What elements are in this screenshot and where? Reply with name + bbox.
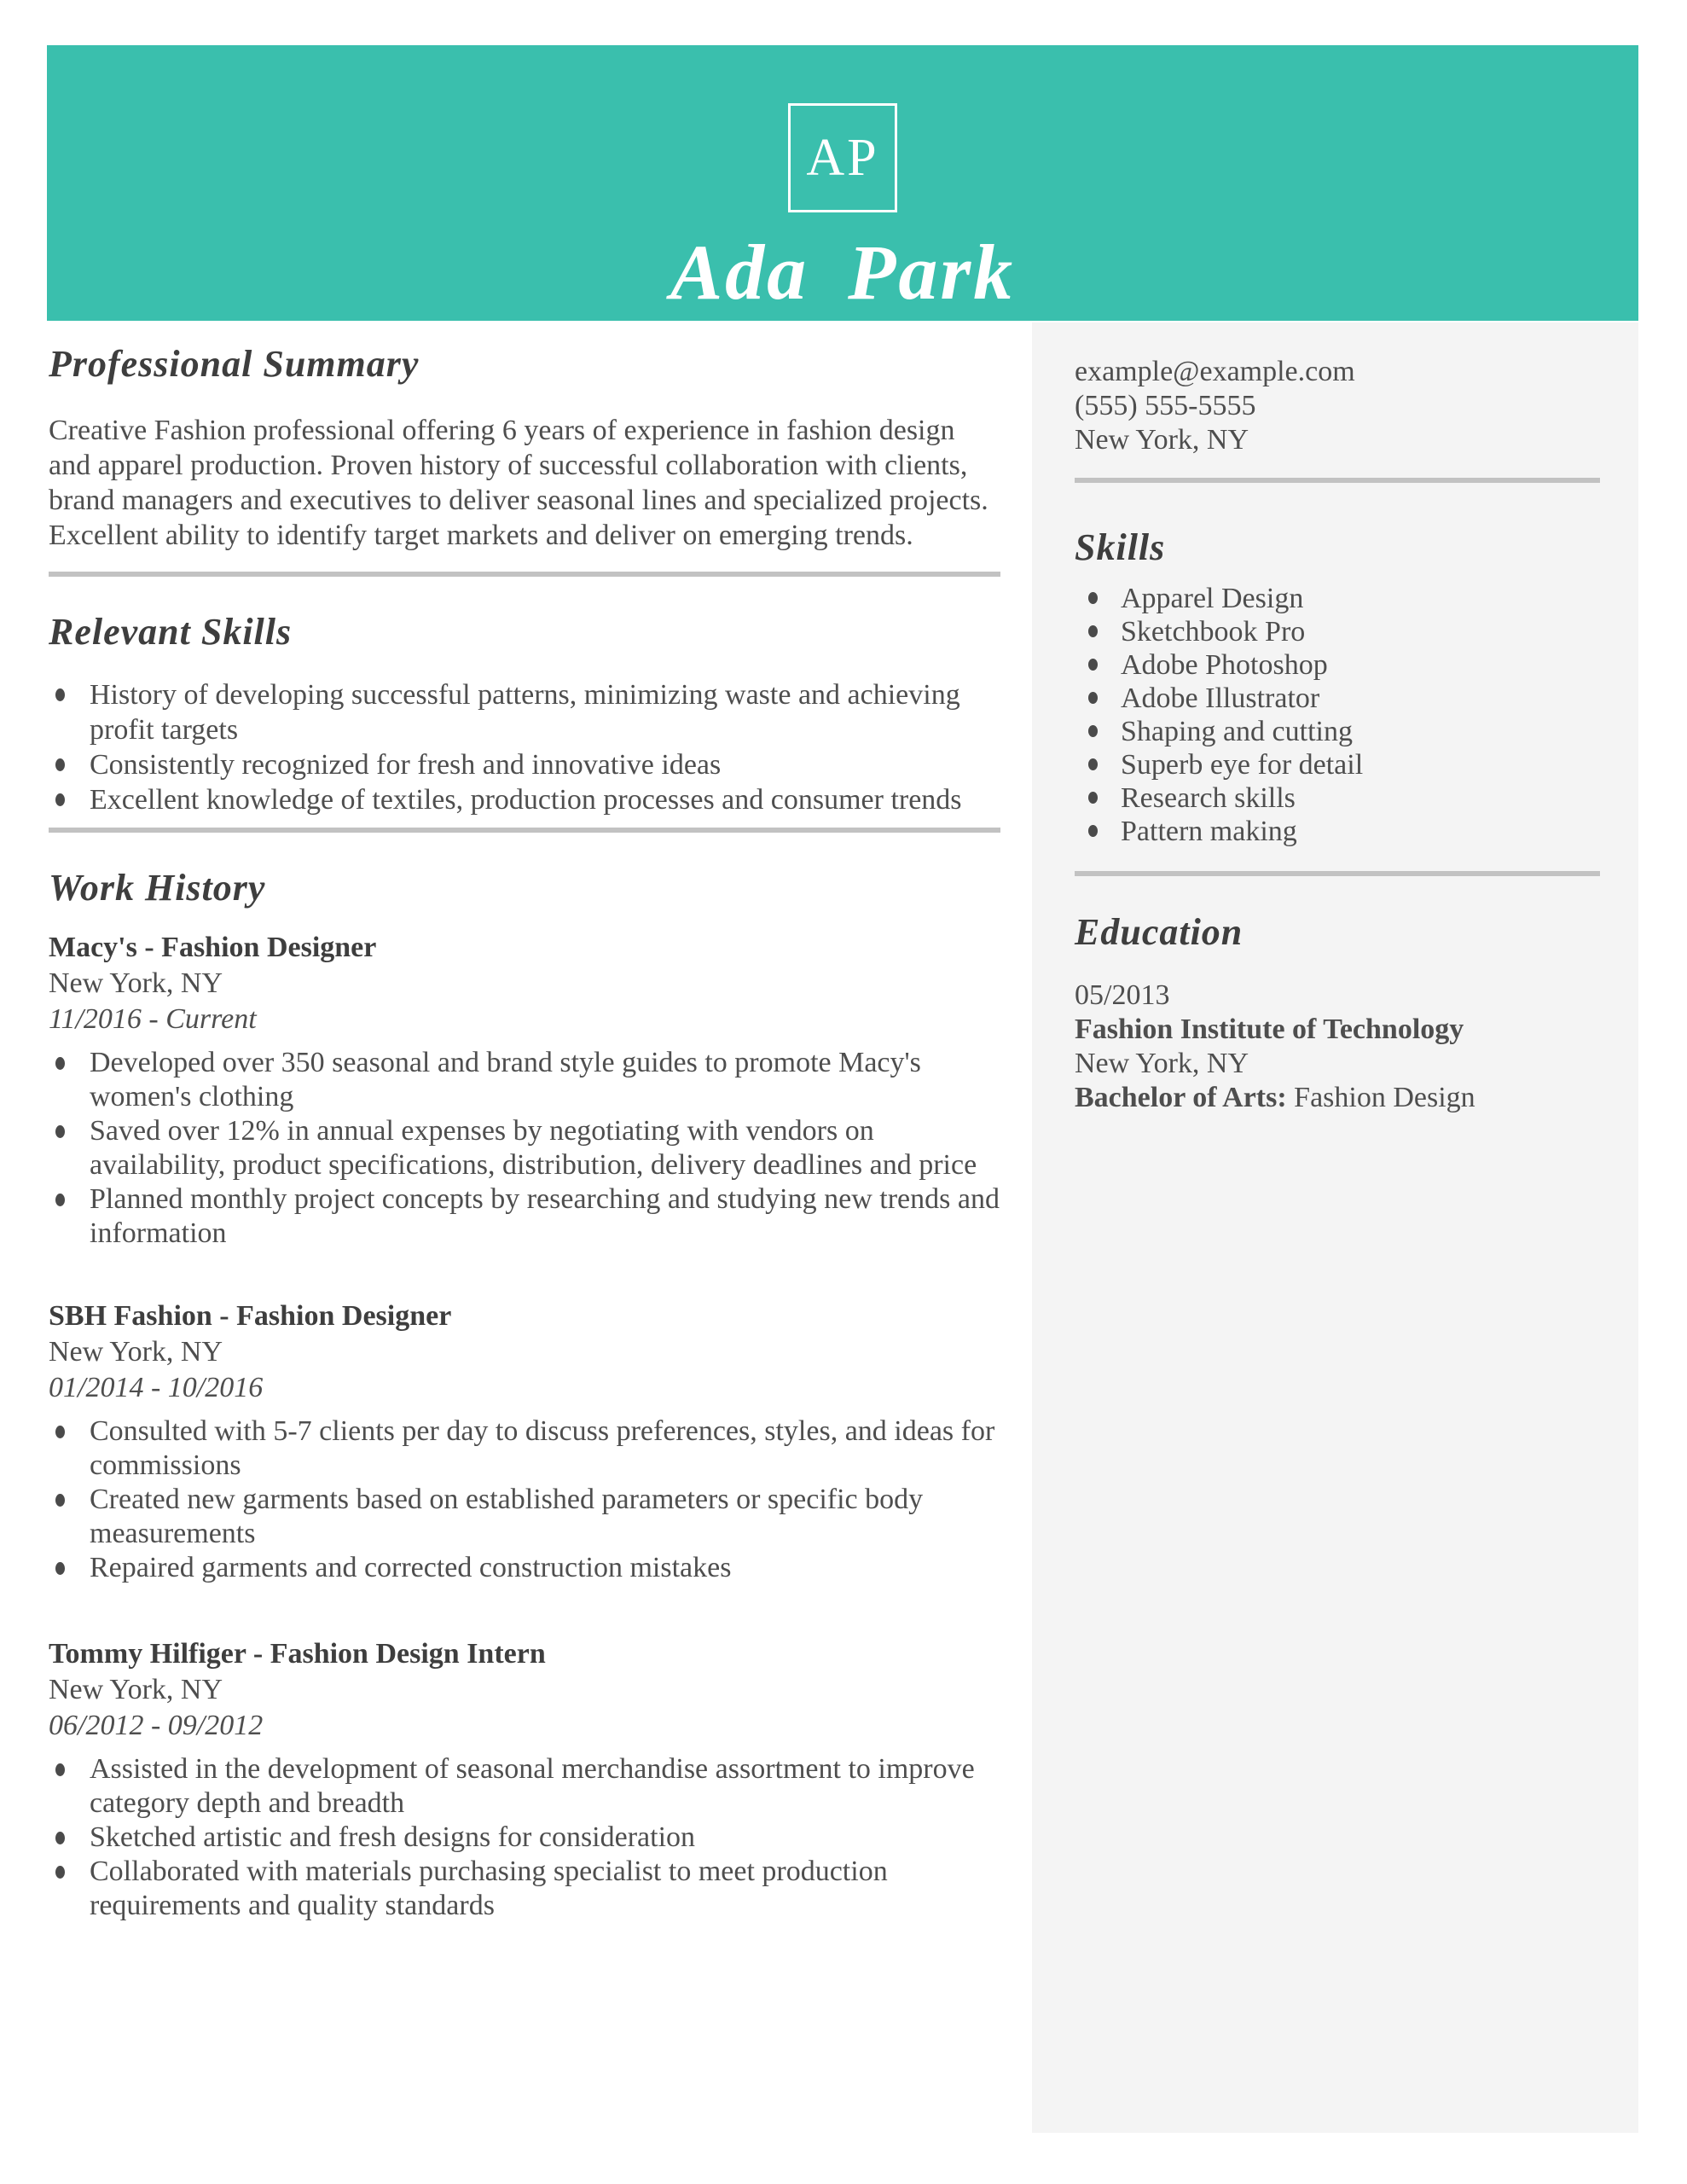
list-item: Superb eye for detail [1085,748,1600,781]
job-bullets [49,1414,1000,1585]
sidebar-divider [1075,478,1600,483]
summary-section [49,343,1000,553]
header-banner [47,45,1638,321]
list-item: History of developing successful patterns, minimizing waste and achieving profit targets [49,677,1000,747]
list-item: Assisted in the development of seasonal merchandise assortment to improve category depth and breadth [49,1752,1000,1821]
sidebar [1032,322,1638,2133]
job-location: New York, NY [49,967,223,999]
job-location: New York, NY [49,1674,223,1705]
education-date: 05/2013 [1075,979,1170,1011]
education-entry [1075,979,1600,1115]
list-item: Research skills [1085,781,1600,815]
contact-location: New York, NY [1075,424,1249,456]
list-item: Planned monthly project concepts by researching and studying new trends and information [49,1182,1000,1251]
list-item: Adobe Illustrator [1085,682,1600,715]
relevant-skills-heading: Relevant Skills [49,611,293,653]
relevant-skills-section [49,611,1000,817]
list-item: Sketchbook Pro [1085,615,1600,648]
list-item: Repaired garments and corrected construction mistakes [49,1551,1000,1585]
job-dates: 11/2016 - Current [49,1003,257,1035]
list-item: Collaborated with materials purchasing specialist to meet production requirements and quality standards [49,1855,1000,1923]
job-dates: 01/2014 - 10/2016 [49,1372,264,1403]
education-school: Fashion Institute of Technology [1075,1014,1464,1045]
section-divider [49,828,1000,833]
degree-field: Fashion Design [1286,1082,1475,1113]
skills-list [1075,582,1600,848]
sidebar-divider [1075,871,1600,876]
work-history-section [49,867,1000,1923]
job-location: New York, NY [49,1336,223,1368]
job-title: SBH Fashion - Fashion Designer [49,1300,452,1332]
skills-heading: Skills [1075,526,1166,568]
monogram-box [788,103,897,212]
list-item: Adobe Photoshop [1085,648,1600,682]
list-item: Pattern making [1085,815,1600,848]
monogram-initials: AP [806,129,879,187]
contact-phone: (555) 555-5555 [1075,390,1256,421]
job-bullets [49,1046,1000,1251]
list-item: Sketched artistic and fresh designs for consideration [49,1821,1000,1855]
summary-text: Creative Fashion professional offering 6 years of experience in fashion design and apparel production. Proven history of successful collaboration with clients, brand managers and executives to deliver seasonal lines and specialized projects. Excellent ability to identify target markets and deliver on emerging trends. [49,415,988,551]
summary-heading: Professional Summary [49,343,420,385]
job-entry [49,1298,1000,1585]
job-bullets [49,1752,1000,1923]
list-item: Saved over 12% in annual expenses by negotiating with vendors on availability, product specifications, distribution, delivery deadlines and price [49,1114,1000,1182]
contact-email: example@example.com [1075,356,1355,387]
job-title: Tommy Hilfiger - Fashion Design Intern [49,1638,546,1670]
list-item: Consulted with 5-7 clients per day to discuss preferences, styles, and ideas for commissions [49,1414,1000,1483]
work-history-heading: Work History [49,867,266,909]
list-item: Shaping and cutting [1085,715,1600,748]
education-degree [1075,1081,1600,1115]
job-dates: 06/2012 - 09/2012 [49,1710,264,1741]
list-item: Consistently recognized for fresh and innovative ideas [49,747,1000,782]
education-heading: Education [1075,911,1244,953]
person-name: Ada Park [670,229,1016,316]
list-item: Created new garments based on established parameters or specific body measurements [49,1483,1000,1551]
contact-block [1075,355,1600,457]
degree-label: Bachelor of Arts: [1075,1082,1287,1113]
education-location: New York, NY [1075,1048,1249,1079]
job-entry [49,930,1000,1251]
relevant-skills-list [49,677,1000,817]
list-item: Developed over 350 seasonal and brand style guides to promote Macy's women's clothing [49,1046,1000,1114]
job-title: Macy's - Fashion Designer [49,932,377,963]
list-item: Apparel Design [1085,582,1600,615]
section-divider [49,572,1000,577]
job-entry [49,1636,1000,1923]
list-item: Excellent knowledge of textiles, production processes and consumer trends [49,782,1000,817]
main-column [49,343,1000,1923]
